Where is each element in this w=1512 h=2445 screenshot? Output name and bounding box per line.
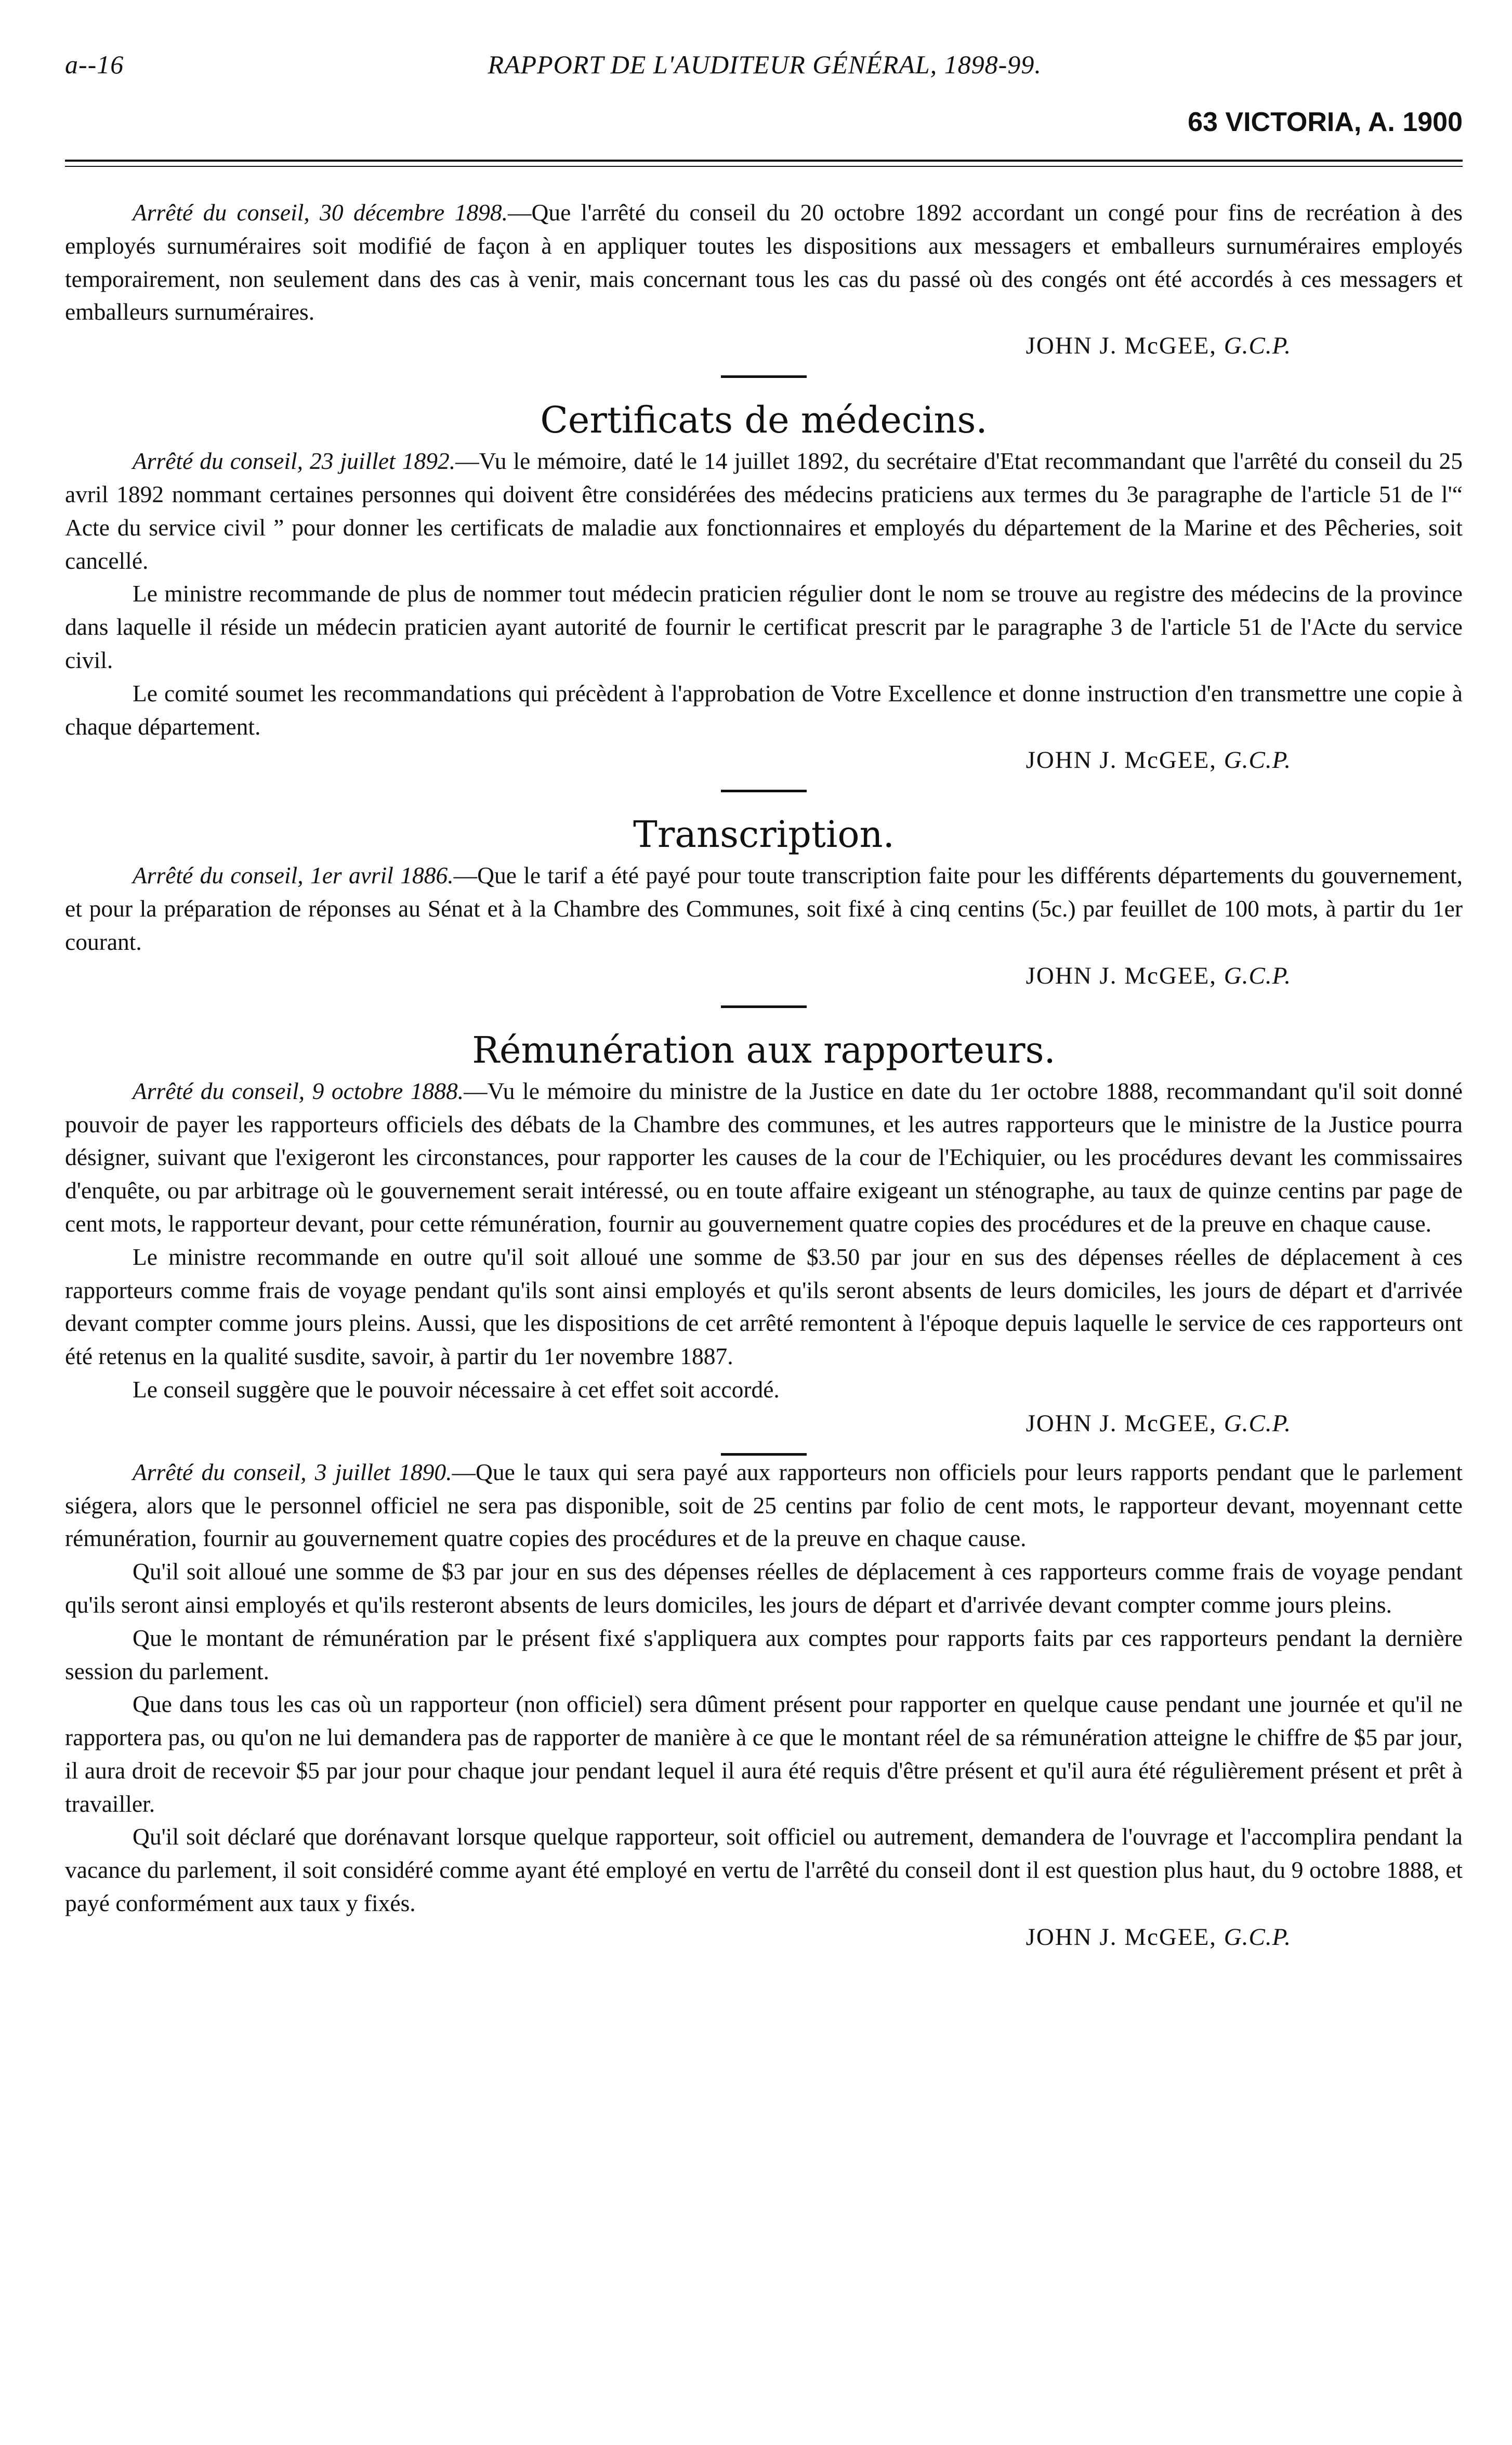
paragraph-text: Que le montant de rémunération par le présent fixé s'appliquera aux comptes pour rapports faits par ces rapporteurs pendant la dernière session du parlement.	[65, 1624, 1463, 1684]
section-title: Transcription.	[633, 813, 895, 856]
signature	[65, 1920, 1463, 1954]
section-divider	[721, 1005, 807, 1008]
paragraph-text: —Que le taux qui sera payé aux rapporteurs non officiels pour leurs rapports pendant que le parlement siégera, alors que le personnel officiel ne sera pas disponible, soit de 25 centins par folio de cent mots, le rapporteur devant, moyennant cette rémunération, fournir au gouvernement quatre copies des procédures et de la preuve en chaque cause.	[65, 1458, 1463, 1552]
signature-name: JOHN J. McGEE,	[1025, 332, 1217, 360]
paragraph-text: Le conseil suggère que le pouvoir nécessaire à cet effet soit accordé.	[133, 1376, 780, 1403]
page-number: a--16	[65, 50, 124, 79]
entry-heading: Arrêté du conseil, 9 octobre 1888.	[133, 1077, 464, 1104]
entry-paragraph	[65, 1373, 1463, 1406]
order-in-council-entry	[65, 1075, 1463, 1406]
document-body	[65, 196, 1463, 1954]
order-in-council-entry	[65, 859, 1463, 958]
section-divider	[721, 375, 807, 378]
order-in-council-entry	[65, 444, 1463, 743]
paragraph-text: Le ministre recommande en outre qu'il soit alloué une somme de $3.50 par jour en sus des dépenses réelles de déplacement à ces rapporteurs comme frais de voyage pendant qu'ils sont ainsi employés et qu'ils seront absents de leurs domiciles, les jours de départ et d'arrivée devant compter comme jours pleins. Aussi, que les dispositions de cet arrêté remontent à l'époque depuis laquelle le service de ces rapporteurs ont été retenus en la qualité susdite, savoir, à partir du 1er novembre 1887.	[65, 1243, 1463, 1370]
paragraph-text: Qu'il soit déclaré que dorénavant lorsque quelque rapporteur, soit officiel ou autrement, demandera de l'ouvrage et l'accomplira pendant la vacance du parlement, il soit considéré comme ayant été employé en vertu de l'arrêté du conseil dont il est question plus haut, du 9 octobre 1888, et payé conformément aux taux y fixés.	[65, 1823, 1463, 1917]
section-title: Certificats de médecins.	[540, 399, 988, 442]
entry-paragraph	[65, 859, 1463, 958]
header-rule	[65, 160, 1463, 167]
entry-paragraph	[65, 677, 1463, 743]
paragraph-text: —Que l'arrêté du conseil du 20 octobre 1892 accordant un congé pour fins de recréation à des employés surnuméraires soit modifié de façon à en appliquer toutes les dispositions aux messagers et emballeurs surnuméraires employés temporairement, non seulement dans des cas à venir, mais concernant tous les cas du passé où des congés ont été accordés à ces messagers et emballeurs surnuméraires.	[65, 199, 1463, 325]
signature-name: JOHN J. McGEE,	[1025, 962, 1217, 989]
signature-name: JOHN J. McGEE,	[1025, 1409, 1217, 1437]
entry-paragraph	[65, 196, 1463, 329]
section-divider	[721, 790, 807, 792]
entry-paragraph	[65, 577, 1463, 676]
entry-paragraph	[65, 1688, 1463, 1820]
paragraph-text: —Que le tarif a été payé pour toute transcription faite pour les différents départements du gouvernement, et pour la préparation de réponses au Sénat et à la Chambre des Communes, soit fixé à cinq centins (5c.) par feuillet de 100 mots, à partir du 1er courant.	[65, 862, 1463, 955]
entry-paragraph	[65, 1240, 1463, 1373]
entry-heading: Arrêté du conseil, 3 juillet 1890.	[133, 1458, 452, 1485]
paragraph-text: —Vu le mémoire du ministre de la Justice en date du 1er octobre 1888, recommandant qu'il soit donné pouvoir de payer les rapporteurs officiels des débats de la Chambre des communes, et les autres rapporteurs que le ministre de la Justice pourra désigner, suivant que l'exigeront les circonstances, pour rapporter les causes de la cour de l'Echiquier, ou les procédures devant les commissaires d'enquête, ou par arbitrage où le gouvernement serait intéressé, ou en toute affaire exigeant un sténographe, au taux de quinze centins par page de cent mots, le rapporteur devant, pour cette rémunération, fournir au gouvernement quatre copies des procédures et de la preuve en chaque cause.	[65, 1077, 1463, 1237]
signature-title: G.C.P.	[1224, 1409, 1291, 1437]
signature	[65, 959, 1463, 993]
entry-paragraph	[65, 1555, 1463, 1622]
paragraph-text: Que dans tous les cas où un rapporteur (non officiel) sera dûment présent pour rapporter en quelque cause pendant une journée et qu'il ne rapportera pas, ou qu'on ne lui demandera pas de rapporter de manière à ce que le montant réel de sa rémunération atteigne le chiffre de $5 par jour, il aura droit de recevoir $5 par jour pour chaque jour pendant lequel il aura été requis d'être présent et qu'il aura été régulièrement présent et prêt à travailler.	[65, 1691, 1463, 1817]
paragraph-text: Le comité soumet les recommandations qui précèdent à l'approbation de Votre Excellence et donne instruction d'en transmettre une copie à chaque département.	[65, 679, 1463, 740]
order-in-council-entry	[65, 196, 1463, 329]
signature-name: JOHN J. McGEE,	[1025, 1923, 1217, 1951]
entry-paragraph	[65, 1456, 1463, 1555]
entry-heading: Arrêté du conseil, 23 juillet 1892.	[133, 448, 456, 475]
paragraph-text: Le ministre recommande de plus de nommer tout médecin praticien régulier dont le nom se trouve au registre des médecins de la province dans laquelle il réside un médecin praticien ayant autorité de fournir le certificat prescrit par le paragraphe 3 de l'article 51 de l'Acte du service civil.	[65, 580, 1463, 673]
entry-heading: Arrêté du conseil, 30 décembre 1898.	[133, 199, 508, 226]
signature	[65, 329, 1463, 363]
signature	[65, 743, 1463, 777]
page-header	[65, 49, 1463, 80]
paragraph-text: Qu'il soit alloué une somme de $3 par jour en sus des dépenses réelles de déplacement à ces rapporteurs comme frais de voyage pendant qu'ils seront ainsi employés et qu'ils resteront absents de leurs domiciles, les jours de départ et d'arrivée devant compter comme jours pleins.	[65, 1558, 1463, 1618]
signature-title: G.C.P.	[1224, 332, 1291, 360]
report-title: RAPPORT DE L'AUDITEUR GÉNÉRAL, 1898-99.	[488, 50, 1042, 79]
order-in-council-entry	[65, 1456, 1463, 1920]
signature-title: G.C.P.	[1224, 747, 1291, 774]
entry-paragraph	[65, 1820, 1463, 1919]
entry-paragraph	[65, 1622, 1463, 1688]
entry-paragraph	[65, 444, 1463, 577]
session-label: 63 VICTORIA, A. 1900	[1188, 107, 1463, 137]
signature	[65, 1406, 1463, 1441]
section-title: Rémunération aux rapporteurs.	[472, 1028, 1056, 1071]
signature-title: G.C.P.	[1224, 962, 1291, 989]
entry-heading: Arrêté du conseil, 1er avril 1886.	[133, 862, 454, 889]
entry-paragraph	[65, 1075, 1463, 1240]
signature-title: G.C.P.	[1224, 1923, 1291, 1951]
signature-name: JOHN J. McGEE,	[1025, 747, 1217, 774]
paragraph-text: —Vu le mémoire, daté le 14 juillet 1892, du secrétaire d'Etat recommandant que l'arrêté du conseil du 25 avril 1892 nommant certaines personnes qui doivent être considérées des médecins praticiens aux termes du 3e paragraphe de l'article 51 de l'“ Acte du service civil ” pour donner les certificats de maladie aux fonctionnaires et employés du département de la Marine et des Pêcheries, soit cancellé.	[65, 448, 1463, 574]
